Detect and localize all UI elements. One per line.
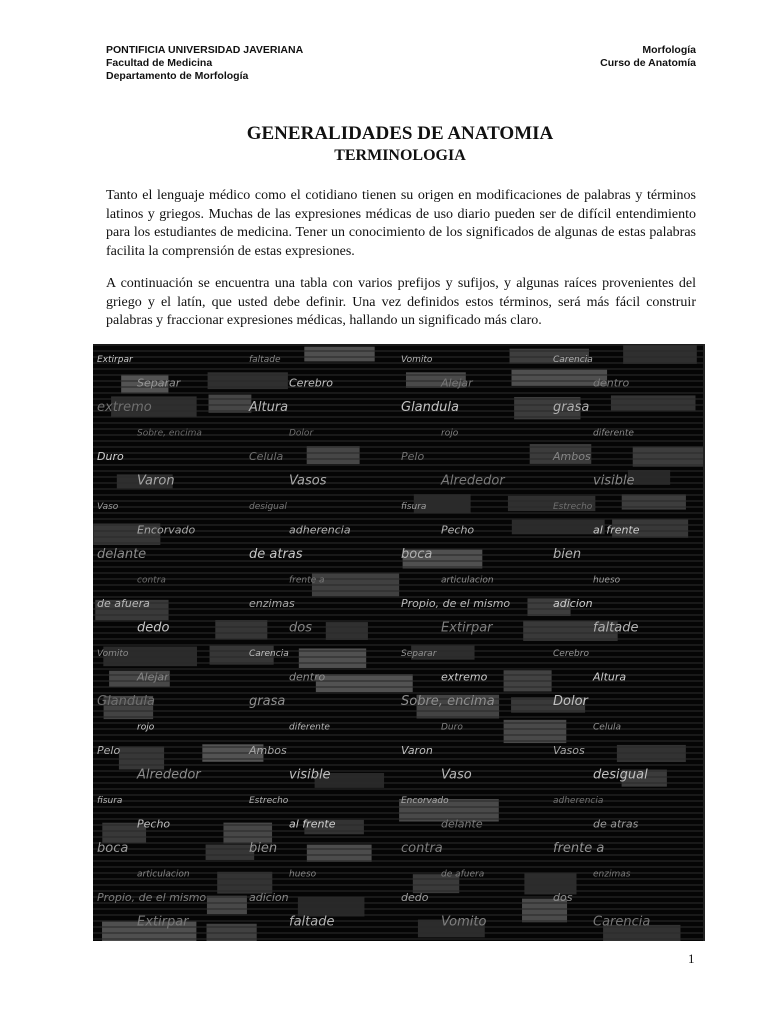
handwritten-word: Vomito: [401, 355, 433, 365]
handwritten-word: extremo: [441, 670, 488, 684]
handwritten-word: al frente: [289, 817, 336, 831]
handwritten-word: Alrededor: [137, 767, 201, 783]
handwritten-word: Propio, de el mismo: [97, 891, 207, 904]
handwritten-word: fisura: [401, 502, 427, 512]
handwritten-word: grasa: [249, 694, 286, 709]
handwritten-word: visible: [289, 767, 331, 783]
handwritten-word: Sobre, encima: [401, 694, 495, 709]
handwritten-word: Separar: [401, 649, 437, 659]
handwritten-word: Alrededor: [441, 473, 505, 489]
handwritten-word: Encorvado: [401, 796, 449, 806]
handwritten-word: Carencia: [553, 355, 593, 365]
handwritten-word: Glandula: [97, 694, 155, 709]
handwritten-word: Carencia: [593, 914, 651, 930]
handwritten-word: Vomito: [97, 649, 129, 659]
handwritten-word: Varon: [137, 473, 175, 489]
handwritten-word: Alejar: [441, 376, 473, 390]
handwritten-word: rojo: [137, 722, 155, 733]
handwritten-word: Separar: [137, 376, 181, 390]
handwritten-word: diferente: [289, 722, 330, 733]
handwritten-word: dos: [289, 620, 312, 636]
handwritten-word: Estrecho: [553, 502, 593, 512]
page-number: 1: [688, 951, 695, 966]
handwritten-word: faltade: [249, 355, 281, 365]
handwritten-word: Alejar: [137, 670, 169, 684]
handwritten-word: frente a: [289, 575, 325, 586]
university-name: PONTIFICIA UNIVERSIDAD JAVERIANA: [106, 44, 304, 56]
handwritten-word: Extirpar: [97, 355, 133, 365]
course-name: Curso de Anatomía: [600, 57, 696, 69]
handwritten-word: desigual: [593, 767, 648, 783]
header-course: [600, 44, 696, 70]
faculty-name: Facultad de Medicina: [106, 57, 213, 69]
handwritten-word: delante: [97, 547, 147, 562]
instructions-paragraph: A continuación se encuentra una tabla con varios prefijos y sufijos, y algunas raíces provenientes del griego y el latín, que usted debe definir. Una vez definidos estos términos, será más fácil construir palabras y fraccionar expresiones médicas, hallando un significado más claro.: [106, 276, 696, 328]
handwritten-word: Cerebro: [553, 649, 589, 659]
handwritten-word: Vasos: [289, 473, 327, 489]
handwritten-word: Estrecho: [249, 796, 289, 806]
handwritten-word: Dolor: [553, 694, 588, 709]
handwritten-word: Vasos: [553, 744, 585, 757]
handwritten-word: rojo: [441, 428, 459, 439]
handwritten-word: bien: [249, 841, 278, 856]
handwritten-word: Propio, de el mismo: [401, 597, 511, 610]
handwritten-word: enzimas: [249, 597, 295, 610]
handwritten-word: Altura: [249, 400, 289, 415]
handwritten-word: Pelo: [97, 744, 121, 757]
handwritten-terms-image: [93, 344, 705, 941]
handwritten-word: Varon: [401, 744, 433, 757]
handwritten-word: dedo: [401, 891, 429, 904]
handwritten-word: extremo: [97, 400, 152, 415]
handwritten-word: Extirpar: [441, 620, 493, 636]
handwritten-word: de afuera: [97, 597, 150, 610]
handwritten-word: contra: [137, 575, 166, 586]
handwritten-word: bien: [553, 547, 582, 562]
handwritten-word: frente a: [553, 841, 605, 856]
header-institution: [106, 44, 303, 83]
handwritten-word: boca: [401, 547, 433, 562]
handwritten-word: diferente: [593, 428, 634, 439]
handwritten-word: Sobre, encima: [137, 428, 202, 439]
handwritten-word: Encorvado: [137, 523, 196, 537]
handwritten-word: Ambos: [553, 450, 591, 463]
handwritten-word: dentro: [593, 376, 630, 390]
handwritten-word: enzimas: [593, 869, 631, 880]
handwritten-word: boca: [97, 841, 129, 856]
handwritten-word: Dolor: [289, 428, 314, 439]
handwritten-table-graphic: [93, 344, 703, 941]
handwritten-word: adherencia: [553, 796, 604, 806]
handwritten-word: Pelo: [401, 450, 425, 463]
page-subtitle: TERMINOLOGIA: [334, 147, 466, 164]
handwritten-word: faltade: [289, 914, 335, 930]
handwritten-word: Glandula: [401, 400, 459, 415]
handwritten-word: dos: [553, 891, 573, 904]
handwritten-word: Carencia: [249, 649, 289, 659]
handwritten-word: visible: [593, 473, 635, 489]
handwritten-word: adicion: [249, 891, 289, 904]
handwritten-word: hueso: [289, 869, 317, 880]
handwritten-word: dentro: [289, 670, 326, 684]
department-name: Departamento de Morfología: [106, 70, 249, 82]
handwritten-word: Cerebro: [289, 376, 333, 390]
intro-paragraph: Tanto el lenguaje médico como el cotidiano tienen su origen en modificaciones de palabras y términos latinos y griegos. Muchas de las expresiones médicas de uso diario pueden ser de difícil entendimiento para los estudiantes de medicina. Tener un conocimiento de los significados de algunas de estas palabras facilita la comprensión de estas expresiones.: [106, 188, 696, 259]
handwritten-word: de afuera: [441, 869, 485, 880]
handwritten-word: Duro: [97, 450, 124, 463]
handwritten-word: de atras: [249, 547, 303, 562]
handwritten-word: de atras: [593, 817, 639, 831]
handwritten-word: contra: [401, 841, 443, 856]
subject-name: Morfología: [642, 44, 696, 56]
handwritten-word: Celula: [593, 722, 622, 733]
handwritten-word: adicion: [553, 597, 593, 610]
handwritten-word: faltade: [593, 620, 639, 636]
handwritten-word: articulacion: [137, 869, 190, 880]
handwritten-word: grasa: [553, 400, 590, 415]
handwritten-word: Ambos: [249, 744, 287, 757]
page-title: GENERALIDADES DE ANATOMIA: [246, 123, 554, 144]
handwritten-word: fisura: [97, 796, 123, 806]
handwritten-word: articulacion: [441, 575, 494, 586]
handwritten-word: al frente: [593, 523, 640, 537]
handwritten-word: Vomito: [441, 914, 487, 930]
handwritten-word: Vaso: [97, 502, 119, 512]
handwritten-word: Vaso: [441, 767, 472, 783]
handwritten-word: hueso: [593, 575, 621, 586]
handwritten-word: Duro: [441, 722, 463, 733]
handwritten-word: Extirpar: [137, 914, 189, 930]
handwritten-word: delante: [441, 817, 483, 831]
handwritten-word: dedo: [137, 620, 170, 636]
handwritten-word: Altura: [593, 670, 627, 684]
handwritten-word: adherencia: [289, 523, 351, 537]
handwritten-word: Celula: [249, 450, 284, 463]
handwritten-word: Pecho: [137, 817, 171, 831]
handwritten-word: desigual: [249, 502, 287, 512]
handwritten-word: Pecho: [441, 523, 475, 537]
